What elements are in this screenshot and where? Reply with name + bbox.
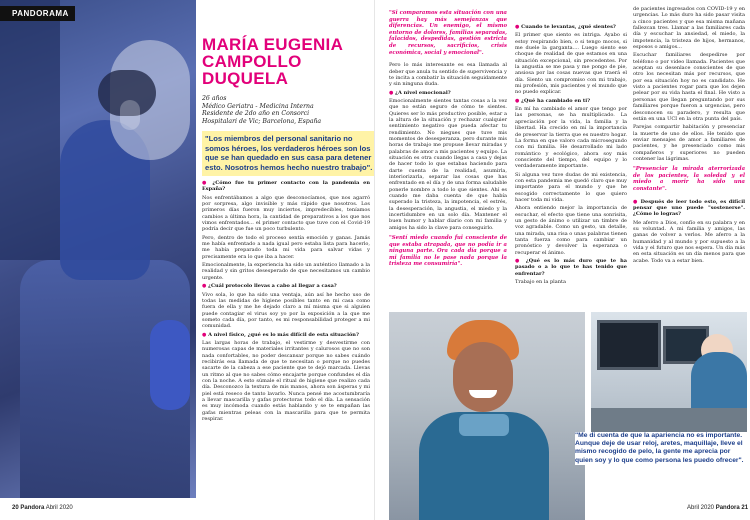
pink-bullet-icon: ●: [515, 24, 522, 30]
pink-bullet-icon: ●: [202, 331, 209, 338]
photo-desk: [591, 408, 747, 432]
health-worker-ppe-photo: [0, 0, 196, 498]
question-text: ¿Qué es lo más duro que te ha pasado o a lo que te has tenido que enfrentar?: [515, 258, 627, 277]
paragraph: de pacientes ingresados con COVID-19 y en urgencias. Lo más duro ha sido pasar visita a cinco pacientes y que esa misma mañana fallezcan tres. Llamar a las familiares cada día y escuchar la ansiedad, el miedo, la impotencia, la tristeza de hijos, hermanos, esposos o amigos...: [633, 6, 745, 51]
pink-bullet-icon: ●: [202, 180, 213, 186]
paragraph: Emocionalmente, la experiencia ha sido un auténtico llamado a la realidad y sin gritos desesperado de que necesitamos un cambio urgente.: [202, 262, 370, 281]
pull-quote: "Sentí miedo cuando fui consciente de que estaba atrapada, que no podía ir a ninguna parte. Ora cada día porque a mi familia no le pase nada porque la tristeza me consumiría".: [389, 235, 507, 268]
photo-face: [453, 342, 513, 412]
question-text: A nivel físico, ¿qué es lo más difícil de esta situación?: [208, 331, 359, 338]
middle-column: [389, 6, 507, 306]
subtitle-line: Médico Geriatra - Medicina Interna: [202, 102, 314, 110]
paragraph: Parejas compartir habitación y presenciar la muerte de uno de ellos. He tenido que enviar mensajes de amor a familiares de pacientes, y he presenciado como mis compañeros y superiores no pueden contener las lágrimas.: [633, 124, 745, 162]
question-text: Después de leer todo esto, es difícil pensar que uno puede "sostenerse". ¿Cómo lo logras?: [633, 198, 745, 218]
right-column-2: [633, 6, 745, 306]
folio-left: [12, 505, 73, 511]
paragraph: Escuchar familiares despedirse por teléfono o por video llamada. Pacientes que aceptan su desenlace conscientes de que otro los necesitan más por recursos, que por esa situación hoy no es candidato. He visto a pacientes rogar para que los dejen pelear por su vida hasta el final. He visto a personas que llegan preguntando por sus familiares porque fueron a urgencias, pero desconocen su paradero, y resulta que están en una UCI en la otra punta del país.: [633, 52, 745, 122]
pull-quote: "Presenciar la mirada aterrorizada de los pacientes, la soledad y el miedo a morir ha sido una constante".: [633, 166, 745, 193]
interview-question: [389, 90, 507, 96]
interview-question: [202, 283, 370, 289]
interview-question: [202, 180, 370, 193]
question-text: Cuando te levantas, ¿qué sientes?: [521, 24, 616, 30]
article-subtitle: [202, 95, 372, 125]
right-page: [375, 0, 750, 520]
left-column: [202, 180, 370, 498]
paragraph: Si alguna vez tuve dudas de mi existencia, con esta pandemia me quedó claro que muy importante para el mundo y que he escogido correctamente lo que quiero hacer toda mi vida.: [515, 171, 627, 203]
pink-bullet-icon: ●: [389, 89, 396, 96]
photo-smile: [469, 390, 497, 398]
paragraph: Las largas horas de trabajo, el vestirme y desvestirme con numerosas capas de materiales irritantes y calurosos que no son nada confortables, no poder descansar porque no sabes cuándo recibirás esa llamada de que te necesitan o porque no puedes sacarte de la cabeza a ese paciente que te dejó marcada. Llevas un ritmo al que no sabes cómo encajarte porque confundes el día con la noche. A esto súmale el ritual de higiene que realizo cada día. Desconozco la textura de mis manos, ahora son ásperas y mi piel está reseco de tanto lavarlo. Nunca pensé me acostumbraría a llevar mascarilla y gafas protectoras todo el día. La sensación es muy incómoda cuando estás hablando y se te empañan las gafas mientras peleas con la mascarilla para que te permita respirar.: [202, 339, 370, 423]
paragraph: Vivo sola, lo que ha sido una ventaja, aún así he hecho uso de todas las medidas de higiene posibles tanto en mi casa como fuera de ella y me he dejado claro a mí misma que si alguien puede contagiar el virus soy yo por la exposición a la que me someto cada día, por tanto, es mi responsabilidad proteger a mi comunidad.: [202, 291, 370, 330]
question-text: ¿Qué ha cambiado en ti?: [521, 97, 591, 104]
doctor-portrait-photo: [389, 312, 585, 520]
pull-quote: "Si comparamos esta situación con una guerra hay más semejanzas que diferencias. Un enemigo, el mismo entorno de dolores, familias separadas, falacidos, despedidas, gestión estricta de recursos, sacrificios, crisis económica, social y emocional".: [389, 10, 507, 56]
highlight-quote: "Los miembros del personal sanitario no somos héroes, los verdaderos héroes son los que se han quedado en sus casa para detener esto. Nosotros hemos hecho nuestro trabajo".: [202, 131, 375, 176]
caption-quote: "Me di cuenta de que la apariencia no es importante. Aunque deje de usar reloj, aretes, maquillaje, lleve el mismo recogido de pelo, la gente me aprecia por quien soy y lo que como persona les puedo ofrecer".: [575, 432, 747, 465]
paragraph: Emocionalmente sientes tantas cosas a la vez que no están seguro de cómo te sientes. Quieres ser lo más productivo posible, estar a la altura de la situación y rechazar cualquier sentimiento negativo que pueda afectar tu rendimiento. No niegues que tuve mis momentos de desesperanza, pero durante mis horas de trabajo me propuse llevar miradas y palabras de amor a mis pacientes y equipo. La situación es otra cuando llegas a casa y dejas de hacer todo lo que estabas haciendo para darte cuenta de la realidad, asumirla, interiorizarla, separar las cosas que has enfrentado en el día y de una forma saludable ponerle nombre a todo lo que sientes. Ahí es cuando me daba cuenta de que había superado la tristeza, la impotencia, el estrés, la desesperación, la angustia, el miedo y la incertidumbre en un solo día. Mantener el buen humor y hablar diario con mi familia y amigos ha sido la clave para conseguirlo.: [389, 97, 507, 231]
pink-bullet-icon: ●: [515, 97, 522, 104]
folio-right: [687, 505, 748, 511]
interview-question: [633, 199, 745, 218]
interview-question: [202, 332, 370, 338]
paragraph: Pero lo más interesante es esa llamada al deber que anula tu sentido de supervivencia y te incita a combatir la situación seguidamente y sin ninguna duda.: [389, 62, 507, 88]
question-text: ¿A nivel emocional?: [395, 89, 451, 96]
subtitle-line: 26 años: [202, 95, 227, 102]
interview-question: [515, 24, 627, 30]
question-text: ¿Cuál protocolo llevas a cabo al llegar a casa?: [208, 283, 337, 290]
pink-bullet-icon: ●: [515, 258, 526, 265]
page-number: 21: [741, 505, 749, 511]
paragraph: El primer que siento es intriga. Ayabo si estoy respirando bien, o si tengo mocos, si me duele la garganta.... Luego siento ese choque de realidad de que estamos en una situación excepcional, sin precedentes. Por la angustia se me pasa y me pongo de pie, ansiosa por las cosas nuevas que traerá el día. Siento un compromiso con mi trabajo, mi profesión, mis pacientes y el mundo que no puedo explicar.: [515, 32, 627, 96]
pink-bullet-icon: ●: [633, 198, 641, 205]
paragraph: Ahora entiendo mejor la importancia de escuchar, el efecto que tiene una sonrisita, un gesto de ánimo o utilizar un timbre de voz agradable. Como un gesto, un detalle, una mirada, una risa o unas palabras tienen tanta fuerza como para cambiar un pronóstico y devolver la esperanza o recuperar el ánimo.: [515, 205, 627, 256]
doctor-at-monitors-photo: [591, 312, 747, 432]
paragraph: Trabajo en la planta: [515, 279, 566, 286]
brand-name: Pandora: [20, 505, 45, 511]
interview-question: [515, 258, 627, 277]
subtitle-line: Hospitalari de Vic; Barcelona, España: [202, 117, 322, 125]
issue-date: Abril 2020: [687, 505, 715, 511]
paragraph: Pero, dentro de todo el proceso sentía emoción y ganas. Jamás me había enfrentado a nada igual pero estaba lista para hacerlo, me había preparado toda mi vida para salvar vidas y precisamente era lo que iba a hacer.: [202, 234, 370, 260]
paragraph: Me aferro a Dios, confío en su palabra y en su voluntad. A mi familia y amigos, las ganas de volver a verlos. Me aferro a la humanidad y al mundo y por supuesto a la vida y el futuro que nos espera. Un día más en esta situación es un día menos para que acabe. Todo va a estar bien.: [633, 219, 745, 264]
right-column-1: [515, 24, 627, 306]
pink-bullet-icon: ●: [202, 283, 209, 290]
paragraph: En mí ha cambiado el amor que tengo por las personas, se ha multiplicado. La apreciación por la vida, la familia y la libertad. Ha crecido en mí la importancia de preservar la tierra que es nuestro hogar. La forma en que valoro cada microsegundo con mi familia. He desarrollado mi lado romántico y ecológico, ahora soy más consciente del tiempo, del equipo y lo verdaderamente importante.: [515, 106, 627, 170]
paragraph: Nos enfrentábamos a algo que desconocíamos, que nos agarró por sorpresa, algo invisible y más rápido que nosotros. Los primeros días fueron muy inciertos, impredecibles, teníamos cambios a última hora, la cantidad de preparativos a los que nos vimos enfrentados... el primer contacto que tuve con el Covid-19 podría decir que fue un poco turbulento.: [202, 194, 370, 233]
section-label: PANDORAMA: [0, 6, 75, 21]
photo-glove: [150, 320, 190, 410]
issue-date: Abril 2020: [45, 505, 73, 511]
photo-shadow: [0, 0, 60, 260]
question-text: ¿Cómo fue tu primer contacto con la pandemia en España?: [202, 180, 370, 193]
photo-shine: [120, 100, 140, 130]
photo-mask: [459, 414, 509, 436]
interview-question: [515, 98, 627, 104]
article-title: MARÍA EUGENIA CAMPOLLO DUQUELA: [202, 35, 343, 88]
subtitle-line: Residente de 2do año en Consorci: [202, 110, 310, 118]
page-number: 20: [12, 505, 19, 511]
photo-monitor: [597, 320, 661, 370]
brand-name: Pandora: [715, 505, 740, 511]
